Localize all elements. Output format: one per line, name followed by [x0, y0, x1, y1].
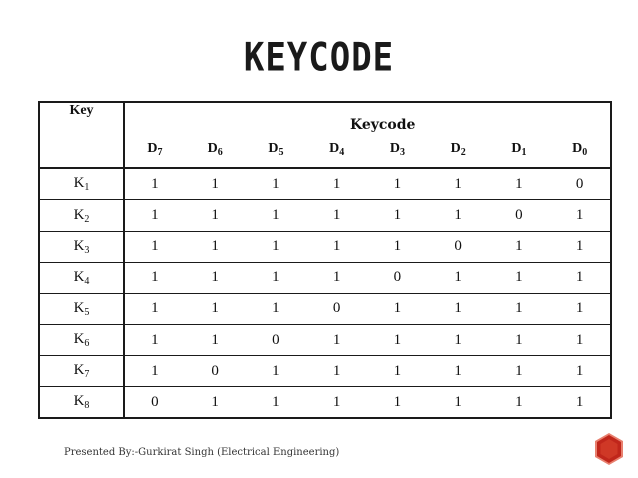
bit-cell: 1 — [124, 168, 185, 200]
bit-cell: 1 — [515, 393, 523, 410]
bit-cell: 1 — [489, 262, 550, 293]
key-subscript: 1 — [84, 182, 90, 194]
bit-cell: 1 — [489, 168, 550, 200]
bit-header-label: $D_6$ — [207, 141, 223, 158]
bit-header-subscript: 2 — [460, 147, 466, 158]
bit-header-d7 — [124, 103, 185, 168]
bit-cell: 1 — [428, 262, 489, 293]
bit-cell: 1 — [246, 168, 307, 200]
footer-credit: Presented By:-Gurkirat Singh (Electrical Engineering) — [64, 447, 340, 458]
bit-header-label: $D_3$ — [389, 141, 405, 158]
bit-cell: 1 — [367, 293, 428, 324]
bit-header-subscript: 0 — [582, 147, 588, 158]
bit-cell: 1 — [454, 393, 462, 410]
bit-cell: 1 — [124, 293, 185, 324]
bit-cell: 1 — [549, 200, 610, 231]
bit-cell: 1 — [332, 393, 341, 410]
table-row — [40, 387, 610, 417]
bit-cell: 1 — [185, 231, 246, 262]
bit-header-subscript: 3 — [399, 147, 405, 158]
bit-cell: 1 — [185, 262, 246, 293]
bit-header-label: $D_0$ — [572, 141, 588, 158]
bit-cell: 1 — [246, 200, 307, 231]
bit-header-d4 — [306, 103, 367, 168]
bit-cell: 1 — [246, 356, 307, 387]
key-subscript: 2 — [84, 213, 90, 225]
bit-header-label: $D_5$ — [268, 141, 284, 158]
table-row — [40, 356, 610, 387]
bit-header-label: $D_7$ — [147, 141, 163, 158]
table-row — [40, 293, 610, 324]
bit-cell: 0 — [151, 393, 159, 410]
bit-cell: 0 — [549, 168, 610, 200]
bit-header-subscript: 5 — [278, 147, 284, 158]
bit-cell: 1 — [367, 168, 428, 200]
key-cell-k8: $K_8$ — [40, 387, 124, 417]
bit-cell: 1 — [428, 293, 489, 324]
bit-cell: 1 — [367, 200, 428, 231]
bit-header-d2 — [428, 103, 489, 168]
bit-cell: 1 — [185, 168, 246, 200]
bit-cell: 0 — [489, 200, 550, 231]
bit-header-subscript: 6 — [217, 147, 223, 158]
bit-cell: 0 — [428, 231, 489, 262]
bit-cell: 1 — [428, 324, 489, 355]
bit-cell: 0 — [185, 356, 246, 387]
key-cell-k6: $K_6$ — [40, 324, 124, 355]
bit-cell: 0 — [367, 262, 428, 293]
bit-cell: 1 — [246, 231, 307, 262]
bit-cell: 1 — [367, 324, 428, 355]
bit-header-subscript: 7 — [157, 147, 163, 158]
bit-cell: 1 — [428, 168, 489, 200]
bit-cell: 1 — [489, 324, 550, 355]
bit-cell: 1 — [549, 293, 610, 324]
table-row — [40, 262, 610, 293]
bit-cell: 1 — [185, 324, 246, 355]
bit-cell: 1 — [185, 293, 246, 324]
bit-cell: 1 — [549, 324, 610, 355]
bit-cell: 1 — [124, 262, 185, 293]
bit-header-subscript: 1 — [521, 147, 527, 158]
bit-cell: 1 — [306, 231, 367, 262]
bit-cell: 0 — [306, 293, 367, 324]
bit-cell: 1 — [428, 200, 489, 231]
bit-cell: 1 — [272, 393, 280, 410]
bit-header-label: $D_2$ — [450, 141, 466, 158]
key-subscript: 4 — [84, 275, 90, 287]
bit-header-label: $D_4$ — [329, 141, 345, 158]
bit-cell: 1 — [393, 393, 402, 410]
bit-cell: 1 — [185, 200, 246, 231]
bit-cell: 1 — [306, 262, 367, 293]
bit-cell: 1 — [246, 293, 307, 324]
table-row — [40, 200, 610, 231]
table-body — [40, 168, 610, 417]
key-cell-k7: $K_7$ — [40, 356, 124, 387]
bit-cell: 1 — [246, 262, 307, 293]
key-subscript: 6 — [84, 338, 90, 349]
bit-cell: 1 — [124, 356, 185, 387]
bit-cell: 1 — [489, 356, 550, 387]
key-cell-k3: $K_3$ — [40, 231, 124, 262]
bit-header-d5 — [246, 103, 307, 168]
key-subscript: 8 — [84, 400, 90, 412]
bit-header-subscript: 4 — [339, 147, 345, 158]
keycode-table — [38, 101, 612, 419]
bit-header-d6 — [185, 103, 246, 168]
key-subscript: 7 — [84, 369, 90, 381]
key-cell-k4: $K_4$ — [40, 262, 124, 293]
key-cell-k2: $K_2$ — [40, 200, 124, 231]
bit-cell: 1 — [306, 200, 367, 231]
bit-cell: 1 — [549, 231, 610, 262]
table-row — [40, 168, 610, 200]
hexagon-badge-icon — [592, 432, 626, 466]
bit-header-d3 — [367, 103, 428, 168]
header-row — [40, 103, 610, 168]
table-row — [40, 324, 610, 355]
bit-cell: 1 — [549, 262, 610, 293]
bit-cell: 1 — [367, 356, 428, 387]
bit-cell: 1 — [489, 293, 550, 324]
key-subscript: 5 — [84, 306, 90, 318]
bit-header-d0 — [549, 103, 610, 168]
table-row — [40, 231, 610, 262]
bit-cell: 1 — [124, 324, 185, 355]
bit-cell: 1 — [575, 393, 584, 410]
bit-header-d1 — [489, 103, 550, 168]
bit-cell: 1 — [549, 356, 610, 387]
bit-cell: 0 — [246, 324, 307, 355]
slide-title: KEYCODE — [243, 35, 395, 81]
bit-header-label: $D_1$ — [511, 141, 527, 158]
keycode-grid — [40, 103, 610, 417]
key-header: Key — [40, 103, 124, 168]
key-cell-k1: $K_1$ — [40, 168, 124, 200]
key-cell-k5: $K_5$ — [40, 293, 124, 324]
keycode-header: Keycode — [350, 117, 416, 133]
bit-cell: 1 — [306, 324, 367, 355]
key-subscript: 3 — [84, 244, 90, 256]
bit-cell: 1 — [367, 231, 428, 262]
bit-cell: 1 — [306, 356, 367, 387]
bit-cell: 1 — [124, 231, 185, 262]
bit-cell: 1 — [489, 231, 550, 262]
bit-cell: 1 — [211, 393, 219, 410]
bit-cell: 1 — [124, 200, 185, 231]
bit-cell: 1 — [428, 356, 489, 387]
bit-cell: 1 — [306, 168, 367, 200]
